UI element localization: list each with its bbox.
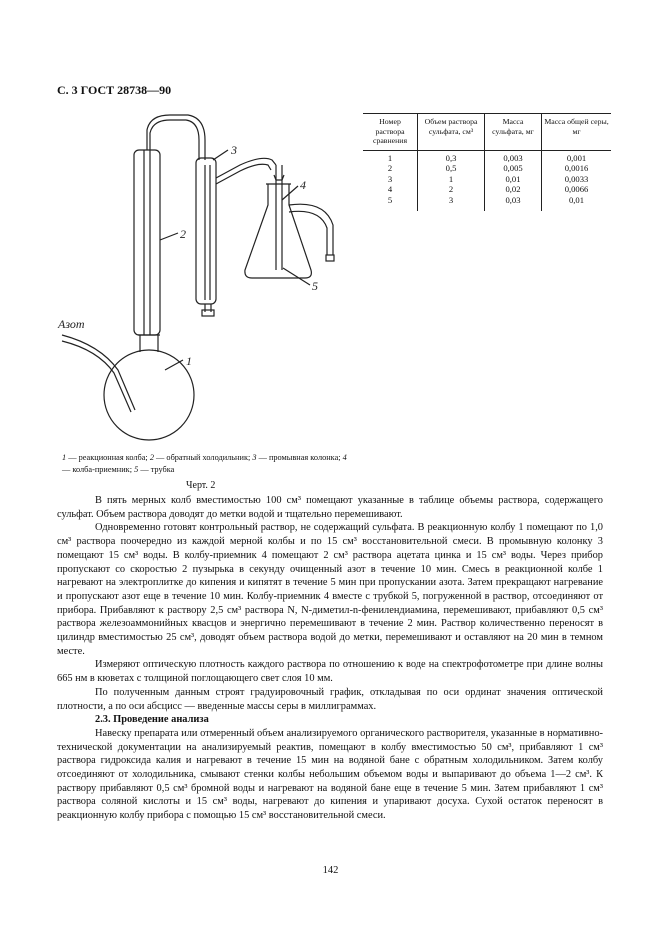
paragraph: По полученным данным строят градуировочный график, откладывая по оси ординат значения оптической плотности, а по оси абсцисс — введенные массы серы в миллиграммах. <box>57 686 603 712</box>
receiver-flask <box>245 184 312 278</box>
paragraph: В пять мерных колб вместимостью 100 см³ помещают указанные в таблице объемы раствора, содержащего сульфат. Объем раствора доводят до метки водой и тщательно перемешивают. <box>57 495 603 520</box>
table-row: 4 2 0,02 0,0066 <box>363 184 611 195</box>
label-4: 4 <box>300 178 306 192</box>
table-row: 1 0,3 0,003 0,001 <box>363 150 611 163</box>
page-number: 142 <box>322 865 339 876</box>
table-row: 5 3 0,03 0,01 <box>363 195 611 212</box>
reaction-flask <box>104 350 194 440</box>
figure-title: Черт. 2 <box>186 480 216 491</box>
label-1: 1 <box>186 354 192 368</box>
col-header: Масса сульфата, мг <box>485 114 542 151</box>
label-5: 5 <box>312 279 318 293</box>
receiver-tube <box>276 165 282 270</box>
reflux-condenser <box>134 150 160 335</box>
label-2: 2 <box>180 227 186 241</box>
table-row: 2 0,5 0,005 0,0016 <box>363 163 611 174</box>
wash-column <box>196 158 216 304</box>
col-header: Объем раствора сульфата, см³ <box>418 114 485 151</box>
page-header: С. 3 ГОСТ 28738—90 <box>57 83 172 97</box>
paragraph: Одновременно готовят контрольный раствор, не содержащий сульфата. В реакционную колбу 1 помещают по 1,0 см³ раствора поочередно из каждой мерной колбы и по 15 см³ восстановительной смеси. В промывную колонку 3 помещают 15 см³ воды. В колбу-приемник 4 помещают 2 см³ раствора ацетата цинка и 15 см³ воды. Через прибор пропускают со скоростью 2 пузырька в секунду очищенный азот в течение 10 мин. Смесь в реакционной колбе 1 нагревают на электроплитке до кипения и кипятят в течение 5 мин при пропускании азота. Затем прекращают нагревание и пропускают азот еще в течение 10 мин. Колбу-приемник 4 вместе с трубкой 5, погруженной в раствор, отсоединяют от прибора. Прибавляют к раствору 2,5 см³ раствора N, N-диметил-n-фенилендиамина, перемешивают, прибавляют 0,5 см³ раствора железоаммонийных квасцов и энергично перемешивают в течение 2 мин. Раствор количественно переносят в цилиндр вместимостью 25 см³, доводят объем раствора водой до метки, перемешивают и оставляют на 20 мин в темном месте. <box>57 522 603 657</box>
nitrogen-label: Азот <box>58 317 85 331</box>
body-text <box>57 494 603 823</box>
section-title: 2.3. Проведение анализа <box>95 714 209 726</box>
label-3: 3 <box>231 143 237 157</box>
paragraph: Навеску препарата или отмеренный объем анализируемого органического растворителя, указанные в нормативно-технической документации на анализируемый реактив, помещают в колбу вместимостью 50 см³, прибавляют 1 см³ раствора гидроксида калия и нагревают в течение 15 мин на водяной бане с обратным холодильником. Затем колбу отсоединяют от холодильника, смывают стенки колбы небольшим объемом воды и выпаривают до объема 1—2 см³. К раствору прибавляют 0,5 см³ бромной воды и нагревают на водяной бане еще в течение 5 мин. Затем прибавляют 1 см³ раствора соляной кислоты и 15 см³ воды, нагревают до кипения и упаривают досуха. Сухой остаток переносят в реакционную колбу прибора с помощью 15 см³ восстановительной смеси. <box>57 727 603 822</box>
col-header: Масса общей серы, мг <box>542 114 611 151</box>
figure-caption: 1 — реакционная колба; 2 — обратный холодильник; 3 — промывная колонка; 4 — колба-приемник; 5 — трубка <box>62 453 347 474</box>
paragraph: Измеряют оптическую плотность каждого раствора по отношению к воде на спектрофотометре при длине волны 665 нм в кюветах с толщиной поглощающего свет слоя 10 мм. <box>57 659 603 685</box>
table-row: 3 1 0,01 0,0033 <box>363 174 611 185</box>
table-header-row <box>363 114 611 151</box>
nitrogen-inlet-tube <box>62 335 135 410</box>
col-header: Номер раствора сравнения <box>363 114 418 151</box>
apparatus-diagram <box>55 105 355 455</box>
reference-solutions-table <box>363 113 611 211</box>
